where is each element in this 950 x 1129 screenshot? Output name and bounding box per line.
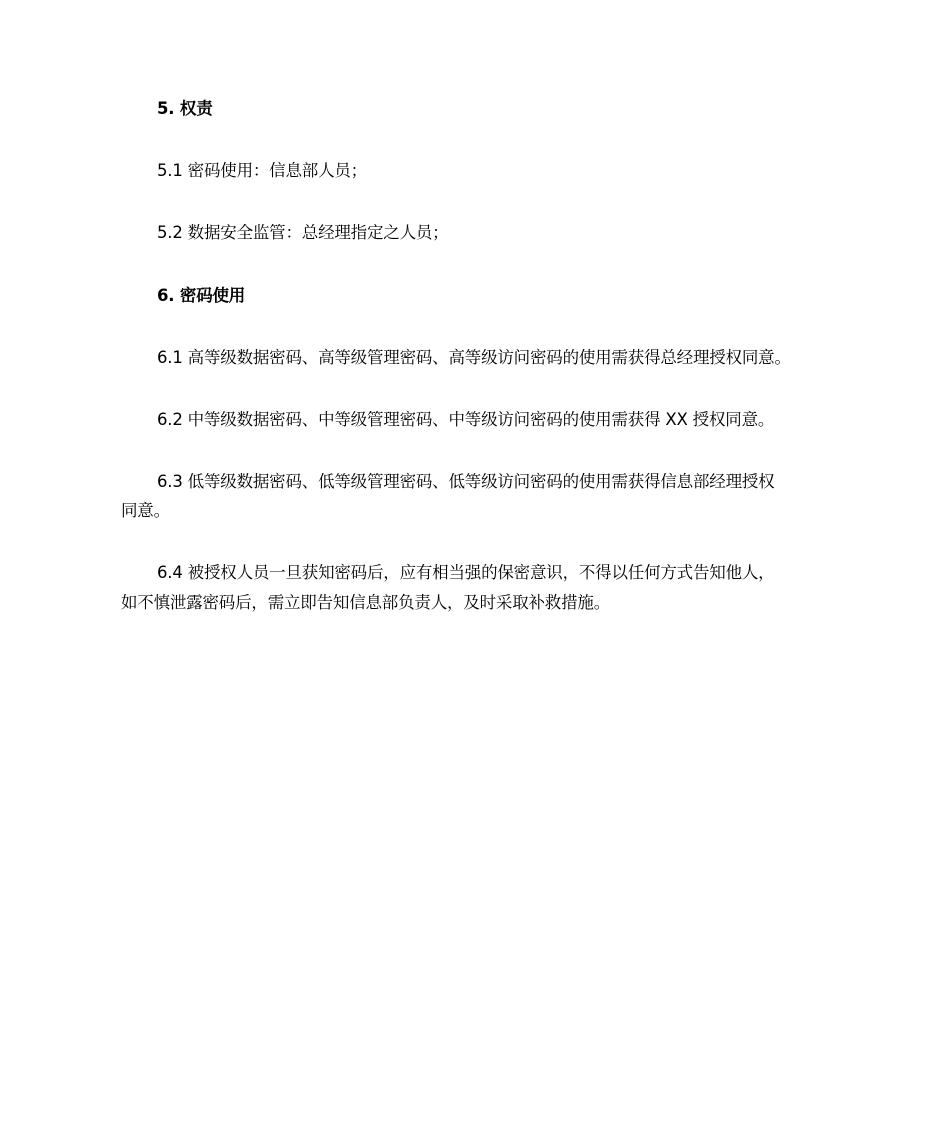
- section-6-item-4-line-1: [121, 558, 841, 588]
- section-6-heading-text: 6. 密码使用: [157, 286, 246, 305]
- section-6-item-3-text-2: 同意。: [121, 501, 170, 520]
- section-5-item-2: [121, 218, 841, 248]
- section-6-item-3-text-1: 6.3 低等级数据密码、低等级管理密码、低等级访问密码的使用需获得信息部经理授权: [157, 472, 775, 491]
- section-6-item-4-text-2: 如不慎泄露密码后，需立即告知信息部负责人，及时采取补救措施。: [121, 593, 611, 612]
- section-5-item-1: [121, 156, 841, 186]
- section-6-item-2: [121, 405, 841, 435]
- section-5-heading-text: 5. 权责: [157, 99, 213, 118]
- section-6-item-3-line-2: [121, 496, 841, 526]
- section-6-item-3-line-1: [121, 467, 841, 497]
- section-5-heading: [121, 94, 841, 124]
- section-6-item-1: [121, 343, 841, 373]
- section-6-item-2-text: 6.2 中等级数据密码、中等级管理密码、中等级访问密码的使用需获得 XX 授权同意。: [157, 410, 775, 429]
- section-5-item-2-text: 5.2 数据安全监管：总经理指定之人员；: [157, 223, 449, 242]
- section-6-heading: [121, 281, 841, 311]
- section-6-item-4-text-1: 6.4 被授权人员一旦获知密码后，应有相当强的保密意识，不得以任何方式告知他人，: [157, 563, 775, 582]
- section-6-item-4-line-2: [121, 588, 841, 618]
- section-6-item-1-text: 6.1 高等级数据密码、高等级管理密码、高等级访问密码的使用需获得总经理授权同意。: [157, 348, 791, 367]
- section-5-item-1-text: 5.1 密码使用：信息部人员；: [157, 161, 367, 180]
